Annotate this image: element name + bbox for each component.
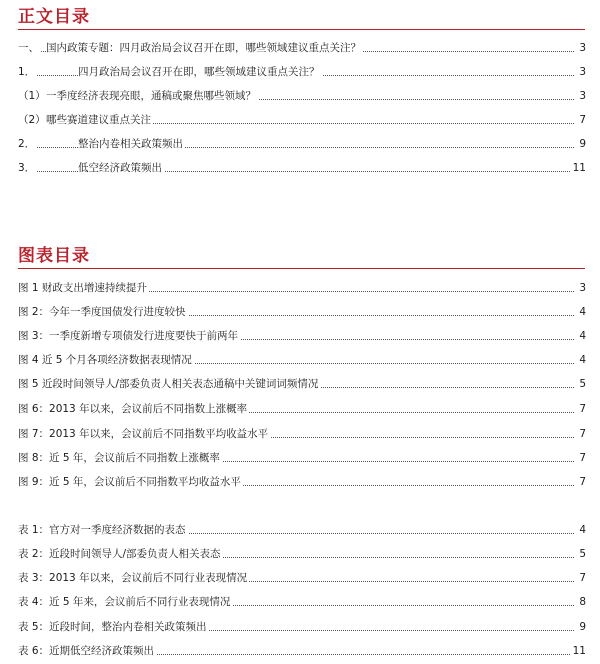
toc-entry-page: 7 xyxy=(577,448,586,468)
toc-entry-page: 4 xyxy=(577,302,586,322)
toc-entry-label: 图 7：2013 年以来，会议前后不同指数平均收益水平 xyxy=(18,424,270,444)
toc-entry[interactable] xyxy=(0,38,600,58)
toc-entry-label: 表 5：近段时间，整治内卷相关政策频出 xyxy=(18,617,209,637)
toc-entry[interactable] xyxy=(0,62,600,82)
toc-entry[interactable] xyxy=(0,399,600,419)
toc-entry-label: 图 3：一季度新增专项债发行进度要快于前两年 xyxy=(18,326,240,346)
toc-entry-label: 表 1：官方对一季度经济数据的表态 xyxy=(18,520,188,540)
toc-entry-label: 国内政策专题：四月政治局会议召开在即，哪些领域建议重点关注？ xyxy=(46,38,363,58)
toc-entry-number: 2． xyxy=(18,134,37,154)
toc-entry[interactable] xyxy=(0,86,600,106)
toc-entry[interactable] xyxy=(0,641,600,661)
toc-entry-label: 图 5 近段时间领导人/部委负责人相关表态通稿中关键词词频情况 xyxy=(18,374,320,394)
toc-entry-page: 9 xyxy=(577,617,586,637)
toc-entry-page: 5 xyxy=(577,374,586,394)
toc-entry-page: 7 xyxy=(577,472,586,492)
figure-toc-title: 图表目录 xyxy=(18,246,90,266)
toc-entry[interactable] xyxy=(0,374,600,394)
toc-entry[interactable] xyxy=(0,134,600,154)
toc-entry[interactable] xyxy=(0,424,600,444)
toc-entry-page: 4 xyxy=(577,520,586,540)
toc-entry-label: 哪些赛道建议重点关注 xyxy=(46,110,153,130)
toc-entry-page: 3 xyxy=(577,62,586,82)
toc-entry-label: 表 3：2013 年以来，会议前后不同行业表现情况 xyxy=(18,568,249,588)
toc-entry[interactable] xyxy=(0,544,600,564)
toc-entry-page: 4 xyxy=(577,350,586,370)
toc-entry[interactable] xyxy=(0,617,600,637)
main-toc-title: 正文目录 xyxy=(18,7,90,27)
toc-entry-label: 图 6：2013 年以来，会议前后不同指数上涨概率 xyxy=(18,399,249,419)
toc-entry-label: 一季度经济表现亮眼，通稿或聚焦哪些领域？ xyxy=(46,86,258,106)
toc-entry-number: 1． xyxy=(18,62,37,82)
toc-entry[interactable] xyxy=(0,472,600,492)
figure-toc-rule xyxy=(18,268,585,269)
toc-entry[interactable] xyxy=(0,520,600,540)
toc-entry[interactable] xyxy=(0,110,600,130)
toc-entry-label: 四月政治局会议召开在即，哪些领域建议重点关注？ xyxy=(78,62,322,82)
toc-entry-label: 图 9：近 5 年，会议前后不同指数平均收益水平 xyxy=(18,472,243,492)
toc-entry-page: 3 xyxy=(577,86,586,106)
toc-entry-label: 图 4 近 5 个月各项经济数据表现情况 xyxy=(18,350,194,370)
toc-entry-label: 表 2：近段时间领导人/部委负责人相关表态 xyxy=(18,544,223,564)
toc-entry-page: 11 xyxy=(571,158,586,178)
toc-entry[interactable] xyxy=(0,278,600,298)
toc-entry-label: 表 6：近期低空经济政策频出 xyxy=(18,641,156,661)
toc-entry-label: 图 8：近 5 年，会议前后不同指数上涨概率 xyxy=(18,448,222,468)
toc-entry[interactable] xyxy=(0,158,600,178)
toc-entry-page: 8 xyxy=(577,592,586,612)
toc-entry-page: 5 xyxy=(577,544,586,564)
toc-entry-label: 图 1 财政支出增速持续提升 xyxy=(18,278,149,298)
toc-entry-label: 整治内卷相关政策频出 xyxy=(78,134,185,154)
toc-entry-label: 表 4：近 5 年来，会议前后不同行业表现情况 xyxy=(18,592,232,612)
toc-entry-page: 3 xyxy=(577,278,586,298)
toc-entry[interactable] xyxy=(0,592,600,612)
toc-entry-page: 7 xyxy=(577,110,586,130)
toc-entry-page: 7 xyxy=(577,399,586,419)
toc-entry-page: 9 xyxy=(577,134,586,154)
toc-entry-page: 7 xyxy=(577,424,586,444)
toc-entry-page: 11 xyxy=(571,641,586,661)
toc-entry-page: 3 xyxy=(577,38,586,58)
toc-entry-label: 低空经济政策频出 xyxy=(78,158,164,178)
toc-entry[interactable] xyxy=(0,326,600,346)
toc-entry-label: 图 2：今年一季度国债发行进度较快 xyxy=(18,302,188,322)
toc-entry[interactable] xyxy=(0,302,600,322)
main-toc-rule xyxy=(18,29,585,30)
toc-entry-page: 7 xyxy=(577,568,586,588)
toc-entry-number: 一、 xyxy=(18,38,41,58)
toc-entry-number: （2） xyxy=(18,110,48,130)
toc-entry-number: （1） xyxy=(18,86,48,106)
toc-entry-page: 4 xyxy=(577,326,586,346)
toc-entry-number: 3． xyxy=(18,158,37,178)
toc-entry[interactable] xyxy=(0,568,600,588)
toc-entry[interactable] xyxy=(0,448,600,468)
toc-entry[interactable] xyxy=(0,350,600,370)
